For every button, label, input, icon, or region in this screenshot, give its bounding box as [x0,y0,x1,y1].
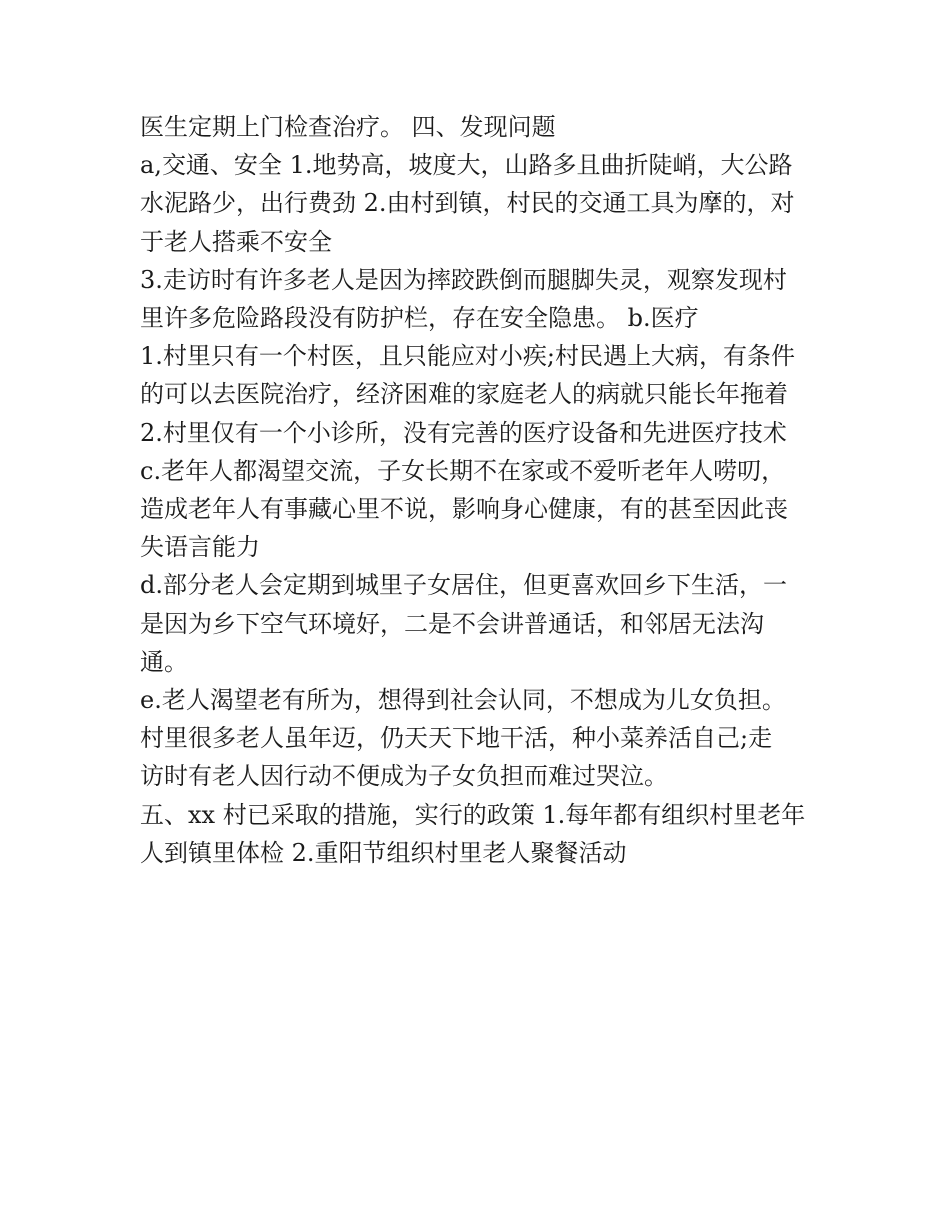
text-line: 于老人搭乘不安全 [140,227,332,256]
text-line: 医生定期上门检查治疗。 四、发现问题 [140,113,556,141]
text-line: d.部分老人会定期到城里子女居住，但更喜欢回乡下生活，一 [140,571,787,600]
text-line: 3.走访时有许多老人是因为摔跤跌倒而腿脚失灵，观察发现村 [140,265,787,294]
text-line: e.老人渴望老有所为，想得到社会认同，不想成为儿女负担。 [140,686,786,715]
text-line: 五、xx 村已采取的措施，实行的政策 1.每年都有组织村里老年 [140,800,806,829]
text-line: c.老年人都渴望交流，子女长期不在家或不爱听老年人唠叨， [140,456,786,485]
text-line: 访时有老人因行动不便成为子女负担而难过哭泣。 [140,762,668,791]
document-body [140,108,830,872]
text-line: 通。 [140,647,188,676]
text-line: 的可以去医院治疗，经济困难的家庭老人的病就只能长年拖着 [140,380,788,409]
text-line: 里许多危险路段没有防护栏，存在安全隐患。 b.医疗 [140,304,699,333]
text-line: 水泥路少，出行费劲 2.由村到镇，村民的交通工具为摩的，对 [140,189,795,218]
text-line: 人到镇里体检 2.重阳节组织村里老人聚餐活动 [140,838,627,867]
text-line: 造成老年人有事藏心里不说，影响身心健康，有的甚至因此丧 [140,495,788,524]
text-line: 村里很多老人虽年迈，仍天天下地干活，种小菜养活自己;走 [140,724,773,753]
text-line: a,交通、安全 1.地势高，坡度大，山路多且曲折陡峭，大公路 [140,151,793,180]
text-line: 是因为乡下空气环境好，二是不会讲普通话，和邻居无法沟 [140,609,764,638]
text-line: 2.村里仅有一个小诊所，没有完善的医疗设备和先进医疗技术 [140,418,787,447]
text-line: 1.村里只有一个村医，且只能应对小疾;村民遇上大病，有条件 [140,342,795,371]
text-line: 失语言能力 [140,533,260,562]
